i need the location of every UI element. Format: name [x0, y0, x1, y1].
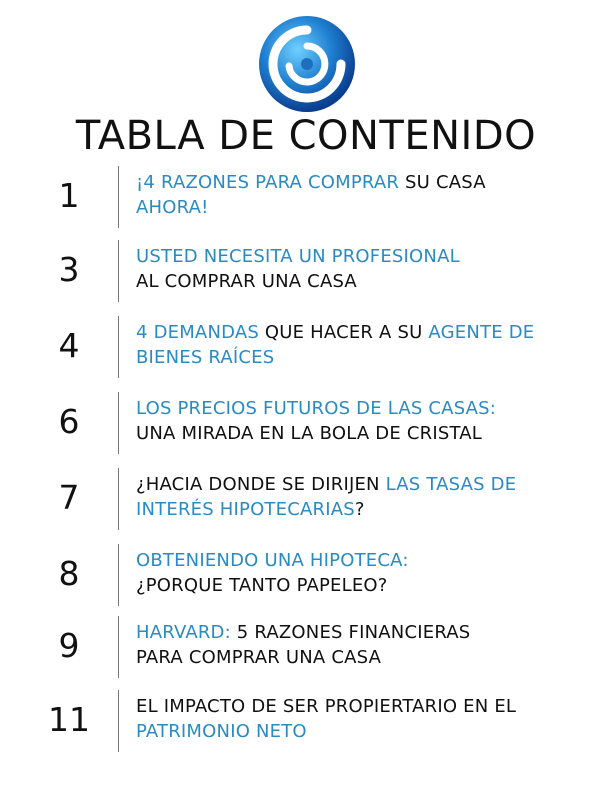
toc-divider — [118, 690, 119, 752]
toc-entry[interactable] — [0, 162, 612, 230]
toc-entry[interactable] — [0, 312, 612, 380]
plain-text: QUE HACER A SU — [259, 322, 429, 343]
highlighted-text: OBTENIENDO UNA HIPOTECA: — [136, 550, 409, 571]
plain-text: UNA MIRADA EN LA BOLA DE CRISTAL — [136, 423, 483, 444]
toc-page-number: 1 — [58, 176, 80, 215]
toc-divider — [118, 240, 119, 302]
highlighted-text: PATRIMONIO NETO — [136, 721, 307, 742]
toc-title-line — [136, 320, 596, 345]
toc-title-line — [136, 694, 596, 719]
toc-title-line — [136, 620, 596, 645]
toc-divider — [118, 316, 119, 378]
toc-title-line — [136, 497, 596, 522]
toc-divider — [118, 392, 119, 454]
toc-entry-title — [136, 320, 596, 370]
plain-text: 5 RAZONES FINANCIERAS — [230, 622, 471, 643]
toc-entry[interactable] — [0, 612, 612, 680]
toc-page-number: 11 — [48, 700, 90, 739]
toc-title-line — [136, 170, 596, 195]
plain-text: ¿HACIA DONDE SE DIRIJEN — [136, 474, 386, 495]
toc-page-number: 7 — [58, 478, 80, 517]
toc-entry-title — [136, 472, 596, 522]
toc-title-line — [136, 573, 596, 598]
toc-page-number: 9 — [58, 626, 80, 665]
toc-title-line — [136, 244, 596, 269]
spiral-logo-icon — [257, 14, 357, 114]
highlighted-text: LAS TASAS DE — [385, 474, 517, 495]
toc-divider — [118, 616, 119, 678]
plain-text: SU CASA — [399, 172, 486, 193]
highlighted-text: 4 DEMANDAS — [136, 322, 259, 343]
highlighted-text: AGENTE DE — [428, 322, 535, 343]
toc-title-line — [136, 421, 596, 446]
plain-text: ? — [354, 499, 365, 520]
highlighted-text: USTED NECESITA UN PROFESIONAL — [136, 246, 460, 267]
toc-title-line — [136, 195, 596, 220]
plain-text: EL IMPACTO DE SER PROPIERTARIO EN EL — [136, 696, 517, 717]
plain-text: ¿PORQUE TANTO PAPELEO? — [136, 575, 388, 596]
toc-entry[interactable] — [0, 388, 612, 456]
toc-title-line — [136, 645, 596, 670]
toc-entry[interactable] — [0, 540, 612, 608]
toc-title-line — [136, 269, 596, 294]
highlighted-text: BIENES RAÍCES — [136, 347, 275, 368]
toc-entry-title — [136, 170, 596, 220]
highlighted-text: LOS PRECIOS FUTUROS DE LAS CASAS: — [136, 398, 497, 419]
toc-entry[interactable] — [0, 464, 612, 532]
toc-title-line — [136, 472, 596, 497]
toc-title-line — [136, 548, 596, 573]
highlighted-text: ¡4 RAZONES PARA COMPRAR — [136, 172, 400, 193]
toc-entry-title — [136, 396, 596, 446]
plain-text: PARA COMPRAR UNA CASA — [136, 647, 382, 668]
toc-entry-title — [136, 244, 596, 294]
toc-entry-title — [136, 694, 596, 744]
toc-title-line — [136, 396, 596, 421]
toc-entry-title — [136, 548, 596, 598]
toc-entry[interactable] — [0, 686, 612, 754]
toc-title-line — [136, 345, 596, 370]
toc-page-number: 3 — [58, 250, 80, 289]
highlighted-text: AHORA! — [136, 197, 209, 218]
toc-entry-title — [136, 620, 596, 670]
toc-page-number: 6 — [58, 402, 80, 441]
page-title: TABLA DE CONTENIDO — [75, 113, 537, 159]
toc-entry[interactable] — [0, 236, 612, 304]
toc-page-number: 4 — [58, 326, 80, 365]
highlighted-text: HARVARD: — [136, 622, 231, 643]
highlighted-text: INTERÉS HIPOTECARIAS — [136, 499, 355, 520]
plain-text: AL COMPRAR UNA CASA — [136, 271, 357, 292]
toc-divider — [118, 544, 119, 606]
toc-title-line — [136, 719, 596, 744]
toc-divider — [118, 468, 119, 530]
toc-divider — [118, 166, 119, 228]
toc-page-number: 8 — [58, 554, 80, 593]
